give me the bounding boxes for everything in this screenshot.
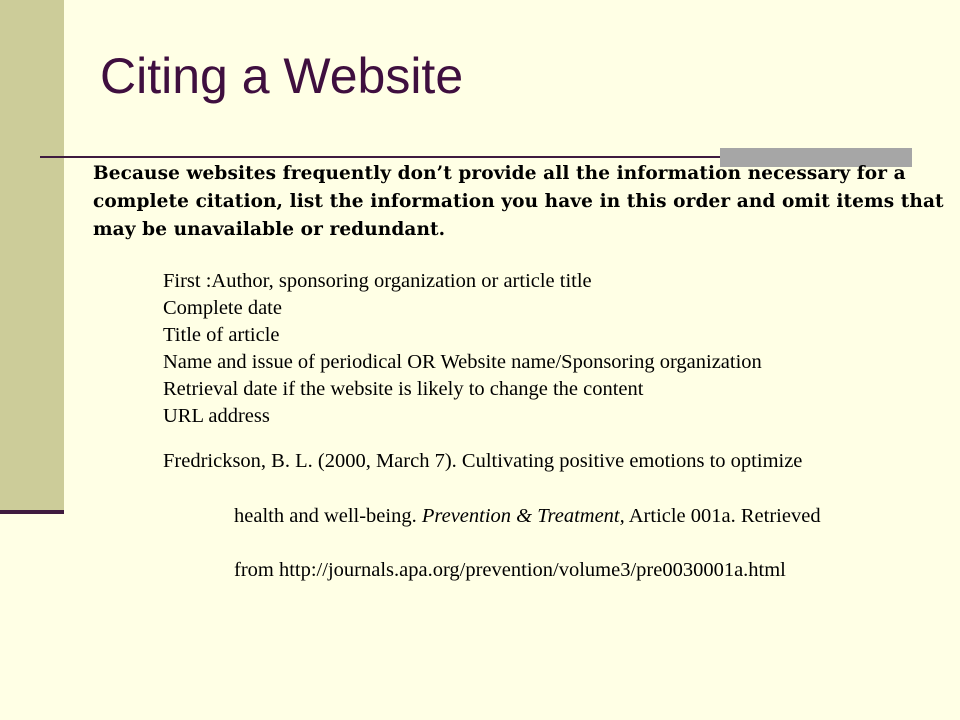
intro-paragraph — [93, 160, 944, 244]
intro-line: Because websites frequently don’t provide all the information necessary for a — [93, 163, 906, 184]
list-item: Complete date — [163, 297, 282, 319]
list-item: Name and issue of periodical OR Website name/Sponsoring organization — [163, 351, 762, 373]
sidebar-decoration — [0, 0, 64, 512]
intro-line: complete citation, list the information you have in this order and omit items that — [93, 191, 944, 212]
list-item: Retrieval date if the website is likely to change the content — [163, 378, 644, 400]
slide-title: Citing a Website — [100, 48, 464, 104]
example-text: health and well-being. — [234, 505, 422, 527]
sidebar-cap-decoration — [0, 510, 64, 514]
list-item: Title of article — [163, 324, 280, 346]
citation-order-list — [163, 268, 762, 430]
periodical-title: Prevention & Treatment, — [421, 505, 625, 527]
list-item: URL address — [163, 405, 270, 427]
example-citation-line-2 — [234, 505, 821, 528]
intro-line: may be unavailable or redundant. — [93, 219, 446, 240]
example-citation-line-1: Fredrickson, B. L. (2000, March 7). Cultivating positive emotions to optimize — [163, 450, 803, 472]
list-item: First :Author, sponsoring organization or article title — [163, 270, 592, 292]
example-citation-line-3: from http://journals.apa.org/prevention/volume3/pre0030001a.html — [234, 559, 786, 581]
example-text: Article 001a. Retrieved — [624, 505, 821, 527]
